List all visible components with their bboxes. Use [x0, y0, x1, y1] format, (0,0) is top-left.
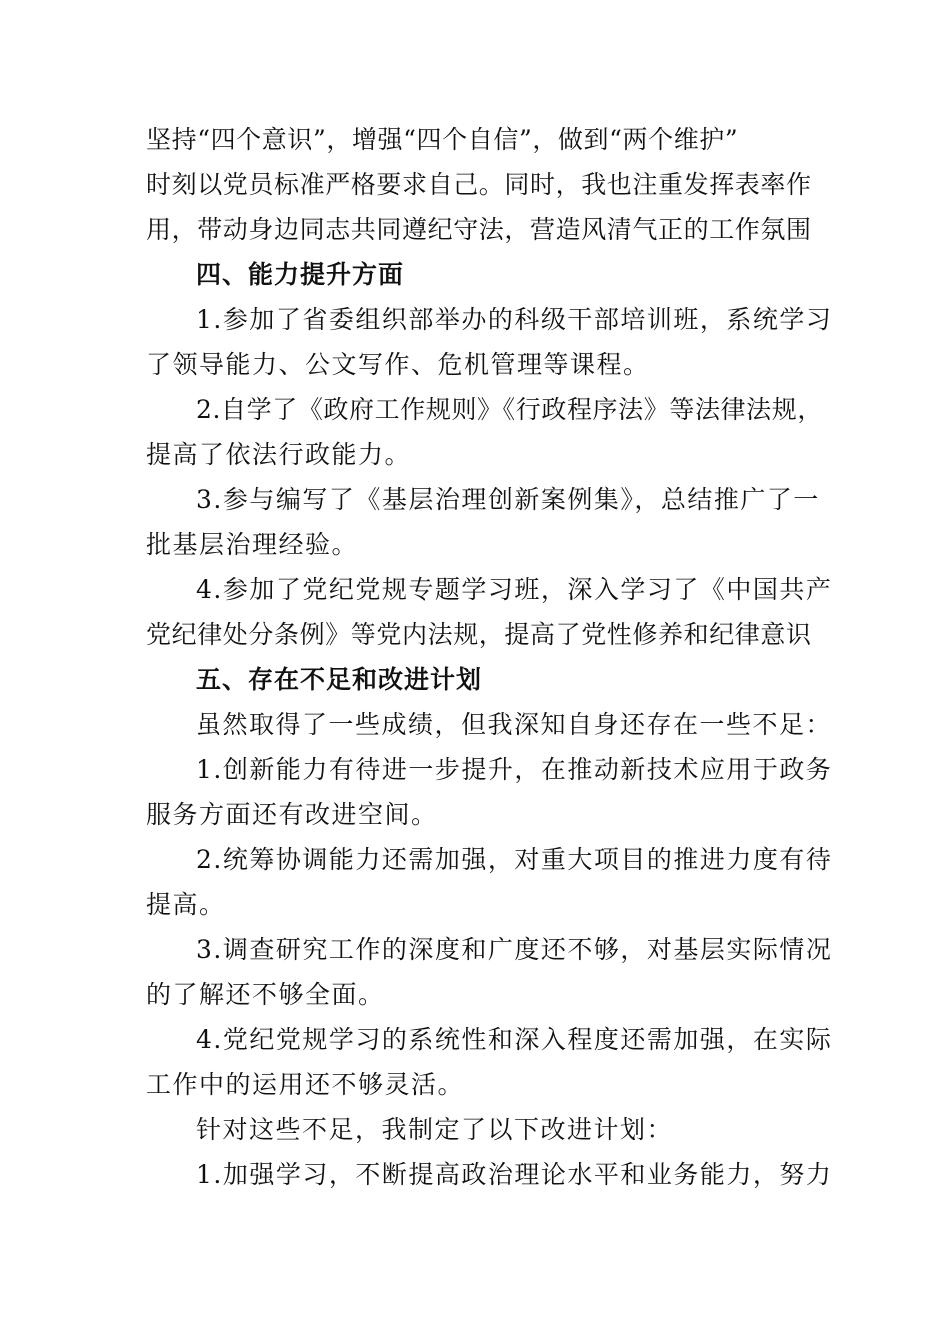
paragraph-line: 时刻以党员标准严格要求自己。同时，我也注重发挥表率作 — [146, 170, 812, 199]
paragraph-line: 坚持“四个意识”，增强“四个自信”，做到“两个维护” — [146, 125, 739, 154]
paragraph-line: 1.参加了省委组织部举办的科级干部培训班，系统学习 — [196, 305, 833, 334]
paragraph-line: 3.参与编写了《基层治理创新案例集》，总结推广了一 — [196, 485, 820, 514]
section-heading-ability: 四、能力提升方面 — [196, 260, 405, 289]
paragraph-line: 2.统筹协调能力还需加强，对重大项目的推进力度有待 — [196, 845, 833, 874]
paragraph-line: 用，带动身边同志共同遵纪守法，营造风清气正的工作氛围 — [146, 215, 812, 244]
paragraph-line: 了领导能力、公文写作、危机管理等课程。 — [146, 350, 650, 379]
paragraph-line: 党纪律处分条例》等党内法规，提高了党性修养和纪律意识 — [146, 620, 812, 649]
paragraph-line: 提高。 — [146, 890, 226, 919]
paragraph-line: 针对这些不足，我制定了以下改进计划： — [196, 1115, 674, 1144]
paragraph-line: 1.加强学习，不断提高政治理论水平和业务能力，努力 — [196, 1160, 833, 1189]
paragraph-line: 服务方面还有改进空间。 — [146, 800, 438, 829]
paragraph-line: 虽然取得了一些成绩，但我深知自身还存在一些不足： — [196, 710, 833, 739]
paragraph-line: 2.自学了《政府工作规则》《行政程序法》等法律法规， — [196, 395, 823, 424]
paragraph-line: 3.调查研究工作的深度和广度还不够，对基层实际情况 — [196, 935, 833, 964]
paragraph-line: 4.参加了党纪党规专题学习班，深入学习了《中国共产 — [196, 575, 833, 604]
paragraph-line: 的了解还不够全面。 — [146, 980, 385, 1009]
paragraph-line: 提高了依法行政能力。 — [146, 440, 412, 469]
paragraph-line: 1.创新能力有待进一步提升，在推动新技术应用于政务 — [196, 755, 833, 784]
section-heading-shortcomings: 五、存在不足和改进计划 — [196, 665, 483, 694]
paragraph-line: 工作中的运用还不够灵活。 — [146, 1070, 465, 1099]
paragraph-line: 批基层治理经验。 — [146, 530, 359, 559]
paragraph-line: 4.党纪党规学习的系统性和深入程度还需加强，在实际 — [196, 1025, 833, 1054]
